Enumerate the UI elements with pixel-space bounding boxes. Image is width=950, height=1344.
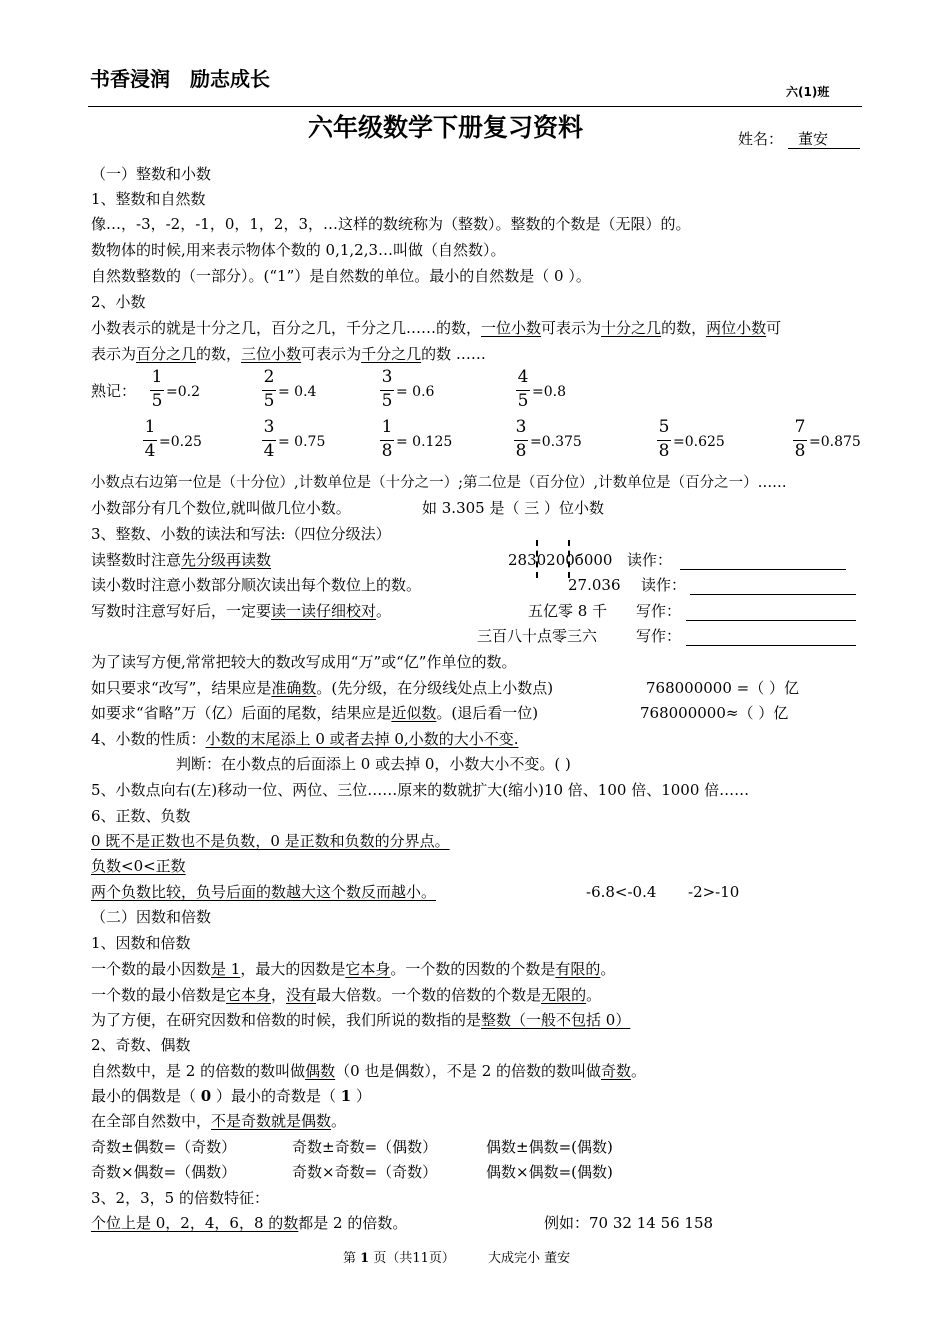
text-line — [91, 1013, 630, 1028]
text-span: 最大倍数。一个数的倍数的个数是 — [316, 986, 542, 1004]
text-line — [91, 988, 601, 1003]
fraction — [262, 419, 276, 463]
emphasis: 是 1 — [211, 960, 241, 978]
text-line — [91, 681, 553, 696]
denominator: 8 — [794, 441, 806, 461]
text-line — [91, 1089, 371, 1104]
text-line: 数物体的时候,用来表示物体个数的 0,1,2,3…叫做（自然数）。 — [91, 241, 506, 259]
emphasis: 没有 — [286, 986, 317, 1004]
judgement-question: 判断：在小数点的后面添上 0 或去掉 0，小数大小不变。( ) — [176, 755, 571, 773]
fraction-value: = 0.125 — [396, 434, 453, 450]
text-line: 两个负数比较，负号后面的数越大这个数反而越小。 — [91, 883, 437, 901]
numerator: 2 — [263, 367, 275, 387]
memorize-label: 熟记： — [91, 382, 137, 400]
example-list: 例如：70 32 14 56 158 — [544, 1214, 714, 1232]
denominator: 5 — [381, 391, 393, 411]
numerator: 3 — [515, 417, 527, 437]
subheading-decimal-shift: 5、小数点向右(左)移动一位、两位、三位……原来的数就扩大(缩小)10 倍、100 倍、1000 倍…… — [91, 781, 750, 799]
emphasis: 奇数 — [601, 1062, 632, 1080]
denominator: 8 — [515, 441, 527, 461]
emphasis: 先分级再读数 — [181, 551, 272, 569]
denominator: 8 — [658, 441, 670, 461]
read-label: 读作： — [641, 576, 687, 594]
numerator: 4 — [517, 367, 529, 387]
answer-line[interactable] — [680, 569, 846, 570]
subheading-integers: 1、整数和自然数 — [91, 190, 206, 208]
text-span: 如要求“省略”万（亿）后面的尾数，结果应是 — [91, 704, 392, 722]
emphasis: 不是奇数就是偶数 — [211, 1112, 332, 1130]
class-label: 六(1)班 — [786, 85, 830, 99]
text-span: ） — [351, 1087, 371, 1105]
operation-rule: 偶数±偶数=(偶数) — [486, 1138, 613, 1156]
text-span: 为了方便，在研究因数和倍数的时候，我们所说的数指的是 — [91, 1011, 482, 1029]
answer-line[interactable] — [686, 645, 856, 646]
text-span: 。(先分级，在分级线处点上小数点) — [316, 679, 554, 697]
numerator: 7 — [794, 417, 806, 437]
subheading-read-write: 3、整数、小数的读法和写法:（四位分级法） — [91, 525, 391, 543]
fraction-value: =0.8 — [532, 384, 566, 400]
fraction — [262, 369, 276, 413]
subheading-odd-even: 2、奇数、偶数 — [91, 1036, 191, 1054]
divider-mark — [568, 540, 570, 578]
text-line: 小数点右边第一位是（十分位）,计数单位是（十分之一）;第二位是（百分位）,计数单位是（百分之一）…… — [91, 475, 787, 491]
text-span: ，最大的因数是 — [240, 960, 346, 978]
text-span: （0 也是偶数），不是 2 的倍数的数叫做 — [335, 1062, 602, 1080]
text-span: 可 — [766, 319, 782, 337]
fraction-value: = 0.4 — [278, 384, 317, 400]
numerator: 3 — [263, 417, 275, 437]
emphasis: 准确数 — [271, 679, 317, 697]
answer: 0 — [200, 1087, 212, 1105]
text-line: 小数部分有几个数位,就叫做几位小数。 — [91, 499, 351, 517]
denominator: 4 — [144, 441, 156, 461]
header-motto: 书香浸润 励志成长 — [90, 67, 270, 91]
subheading-decimal-property — [91, 732, 518, 747]
page-suffix: 页（共11页） — [369, 1251, 455, 1266]
text-span: 最小的偶数是（ — [91, 1087, 201, 1105]
page-footer — [343, 1252, 455, 1265]
text-span: 。 — [331, 1112, 347, 1130]
section1-heading: （一）整数和小数 — [91, 165, 212, 183]
write-label: 写作： — [636, 602, 682, 620]
text-line — [91, 1114, 346, 1129]
text-line — [91, 962, 615, 977]
emphasis: 小数的末尾添上 0 或者去掉 0,小数的大小不变. — [205, 730, 519, 748]
text-line: 0 既不是正数也不是负数，0 是正数和负数的分界点。 — [91, 832, 450, 850]
text-span: ， — [271, 986, 287, 1004]
text-span: 都是 2 的倍数。 — [298, 1214, 408, 1232]
subheading-factors: 1、因数和倍数 — [91, 934, 191, 952]
emphasis: 个位上是 0，2，4，6，8 的数 — [91, 1214, 299, 1232]
text-span: 小数表示的就是十分之几，百分之几，千分之几……的数， — [91, 319, 482, 337]
operation-rule: 奇数±偶数=（奇数） — [91, 1138, 237, 1156]
denominator: 5 — [517, 391, 529, 411]
fraction-value: =0.375 — [530, 434, 582, 450]
fraction — [793, 419, 807, 463]
fraction-value: = 0.75 — [278, 434, 326, 450]
fraction — [143, 419, 157, 463]
numerator: 1 — [144, 417, 156, 437]
footer-school: 大成完小 董安 — [488, 1251, 571, 1266]
operation-rule: 偶数×偶数=(偶数) — [486, 1163, 613, 1181]
example-number: 27.036 — [568, 576, 621, 594]
emphasis: 近似数 — [391, 704, 437, 722]
fraction-value: =0.875 — [809, 434, 861, 450]
emphasis: 整数（一般不包括 0） — [481, 1011, 631, 1029]
write-label: 写作： — [636, 627, 682, 645]
text-span: 表示为 — [91, 345, 137, 363]
name-underline — [788, 148, 860, 149]
text-span: 的数， — [196, 345, 242, 363]
text-line: 像…，-3，-2，-1，0，1，2，3，…这样的数统称为（整数）。整数的个数是（无限）的。 — [91, 215, 691, 233]
answer-line[interactable] — [686, 620, 856, 621]
text-line: 负数<0<正数 — [91, 857, 186, 875]
example-number: 2830200б000 — [508, 551, 613, 569]
numerator: 5 — [658, 417, 670, 437]
text-span: 。 — [631, 1062, 647, 1080]
text-span: 。(退后看一位) — [436, 704, 539, 722]
operation-rule: 奇数×偶数=（偶数） — [91, 1163, 237, 1181]
operation-rule: 奇数±奇数=（偶数） — [292, 1138, 438, 1156]
page-title: 六年级数学下册复习资料 — [308, 113, 584, 142]
emphasis: 偶数 — [305, 1062, 336, 1080]
section2-heading: （二）因数和倍数 — [91, 908, 212, 926]
emphasis: 百分之几 — [136, 345, 197, 363]
text-line: 如 3.305 是（ 三 ）位小数 — [422, 499, 605, 517]
emphasis: 读一读仔细校对 — [271, 602, 377, 620]
header-rule — [88, 106, 862, 107]
name-value: 董安 — [798, 130, 829, 148]
text-line: 读小数时注意小数部分顺次读出每个数位上的数。 — [91, 576, 422, 594]
text-line: 自然数整数的（一部分）。(“1”）是自然数的单位。最小的自然数是（ 0 ）。 — [91, 267, 591, 285]
numerator: 1 — [151, 367, 163, 387]
emphasis: 它本身 — [226, 986, 272, 1004]
emphasis: 有限的 — [555, 960, 601, 978]
text-line — [91, 553, 271, 568]
text-span: 一个数的最小倍数是 — [91, 986, 227, 1004]
emphasis: 一位小数 — [481, 319, 542, 337]
denominator: 5 — [263, 391, 275, 411]
name-label: 姓名： — [738, 130, 784, 148]
text-span: 一个数的最小因数 — [91, 960, 212, 978]
page-prefix: 第 — [343, 1251, 361, 1266]
text-line — [91, 706, 538, 721]
emphasis: 十分之几 — [601, 319, 662, 337]
text-span: 读整数时注意 — [91, 551, 182, 569]
text-line — [91, 1064, 646, 1079]
text-span: 。 — [586, 986, 602, 1004]
fraction — [150, 369, 164, 413]
approx-exercise: 768000000≈（ ）亿 — [640, 704, 789, 722]
fraction — [380, 419, 394, 463]
denominator: 5 — [151, 391, 163, 411]
text-span: 如只要求“改写”，结果应是 — [91, 679, 272, 697]
text-span: 可表示为 — [301, 345, 362, 363]
emphasis: 它本身 — [345, 960, 391, 978]
fraction — [380, 369, 394, 413]
example-comparison: -2>-10 — [688, 883, 740, 901]
numerator: 3 — [381, 367, 393, 387]
text-span: 的数， — [661, 319, 707, 337]
text-span: 自然数中，是 2 的倍数的数叫做 — [91, 1062, 306, 1080]
text-line — [91, 604, 391, 619]
text-span: 的数 …… — [421, 345, 486, 363]
text-span: 。 — [600, 960, 616, 978]
text-line: 为了读写方便,常常把较大的数改写成用“万”或“亿”作单位的数。 — [91, 653, 517, 671]
text-span: 。 — [376, 602, 392, 620]
numerator: 1 — [381, 417, 393, 437]
subheading-decimals: 2、小数 — [91, 293, 146, 311]
divider-mark — [536, 540, 538, 578]
rewrite-exercise: 768000000 =（ ）亿 — [646, 679, 799, 697]
emphasis: 三位小数 — [241, 345, 302, 363]
fraction-value: =0.2 — [166, 384, 200, 400]
text-line — [91, 1216, 407, 1231]
denominator: 8 — [381, 441, 393, 461]
text-span: ）最小的奇数是（ — [211, 1087, 341, 1105]
text-span: 写数时注意写好后，一定要 — [91, 602, 272, 620]
example-number: 五亿零 8 千 — [528, 602, 608, 620]
fraction-value: = 0.6 — [396, 384, 435, 400]
fraction — [514, 419, 528, 463]
subheading-signed-numbers: 6、正数、负数 — [91, 807, 191, 825]
emphasis: 千分之几 — [361, 345, 422, 363]
fraction — [516, 369, 530, 413]
subheading-divisibility: 3、2，3，5 的倍数特征： — [91, 1189, 269, 1207]
emphasis: 无限的 — [541, 986, 587, 1004]
text-span: 可表示为 — [541, 319, 602, 337]
fraction-value: =0.625 — [673, 434, 725, 450]
text-span: 。一个数的因数的个数是 — [390, 960, 556, 978]
text-span: 在全部自然数中， — [91, 1112, 212, 1130]
fraction-value: =0.25 — [159, 434, 202, 450]
text-span: 4、小数的性质： — [91, 730, 206, 748]
read-label: 读作： — [627, 551, 673, 569]
denominator: 4 — [263, 441, 275, 461]
fraction — [657, 419, 671, 463]
text-line — [91, 321, 781, 336]
example-number: 三百八十点零三六 — [477, 627, 598, 645]
emphasis: 两位小数 — [706, 319, 767, 337]
answer: 1 — [340, 1087, 352, 1105]
answer-line[interactable] — [690, 594, 856, 595]
page-number: 1 — [360, 1251, 370, 1266]
operation-rule: 奇数×奇数=（奇数） — [292, 1163, 438, 1181]
example-comparison: -6.8<-0.4 — [586, 883, 657, 901]
text-line — [91, 347, 486, 362]
